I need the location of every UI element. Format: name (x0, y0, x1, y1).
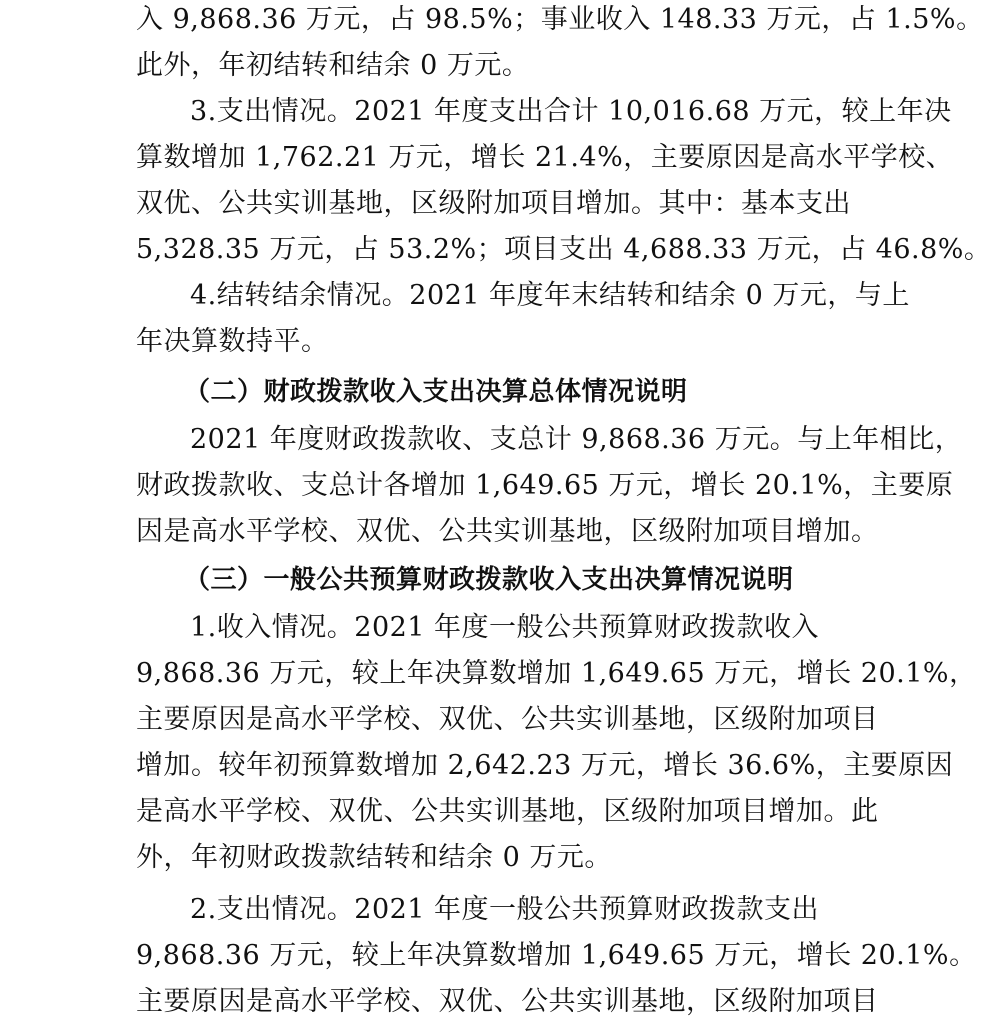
text-line-general-income-reason: 主要原因是高水平学校、双优、公共实训基地，区级附加项目 (136, 704, 879, 735)
text-line-expenditure-heading: 3.支出情况。2021 年度支出合计 10,016.68 万元，较上年决 (190, 96, 952, 127)
text-line-general-expenditure-reason: 主要原因是高水平学校、双优、公共实训基地，区级附加项目 (136, 986, 879, 1017)
text-line-general-income-increase: 9,868.36 万元，较上年决算数增加 1,649.65 万元，增长 20.1%， (136, 658, 977, 689)
text-line-general-income-heading: 1.收入情况。2021 年度一般公共预算财政拨款收入 (190, 612, 820, 643)
text-line-expenditure-increase: 算数增加 1,762.21 万元，增长 21.4%，主要原因是高水平学校、 (136, 142, 954, 173)
section-heading-3: （三）一般公共预算财政拨款收入支出决算情况说明 (184, 565, 794, 595)
text-line-general-income-budget: 增加。较年初预算数增加 2,642.23 万元，增长 36.6%，主要原因 (136, 750, 954, 781)
text-line-balance-flat: 年决算数持平。 (136, 326, 329, 357)
text-line-fiscal-total: 2021 年度财政拨款收、支总计 9,868.36 万元。与上年相比， (190, 424, 963, 455)
text-line-income-breakdown: 入 9,868.36 万元，占 98.5%；事业收入 148.33 万元，占 1.5%。 (136, 4, 984, 35)
text-line-fiscal-reason: 因是高水平学校、双优、公共实训基地，区级附加项目增加。 (136, 516, 879, 547)
text-line-fiscal-increase: 财政拨款收、支总计各增加 1,649.65 万元，增长 20.1%，主要原 (136, 470, 954, 501)
text-line-balance-heading: 4.结转结余情况。2021 年度年末结转和结余 0 万元，与上 (190, 280, 910, 311)
text-line-expenditure-breakdown: 5,328.35 万元，占 53.2%；项目支出 4,688.33 万元，占 46.8%。 (136, 234, 992, 265)
text-line-general-expenditure-increase: 9,868.36 万元，较上年决算数增加 1,649.65 万元，增长 20.1%。 (136, 940, 977, 971)
section-heading-2: （二）财政拨款收入支出决算总体情况说明 (184, 377, 688, 407)
text-line-carryover: 此外，年初结转和结余 0 万元。 (136, 50, 530, 81)
text-line-general-income-budget-reason: 是高水平学校、双优、公共实训基地，区级附加项目增加。此 (136, 796, 879, 827)
text-line-expenditure-reason: 双优、公共实训基地，区级附加项目增加。其中：基本支出 (136, 188, 851, 219)
text-line-general-expenditure-heading: 2.支出情况。2021 年度一般公共预算财政拨款支出 (190, 894, 820, 925)
text-line-general-income-carryover: 外，年初财政拨款结转和结余 0 万元。 (136, 842, 612, 873)
